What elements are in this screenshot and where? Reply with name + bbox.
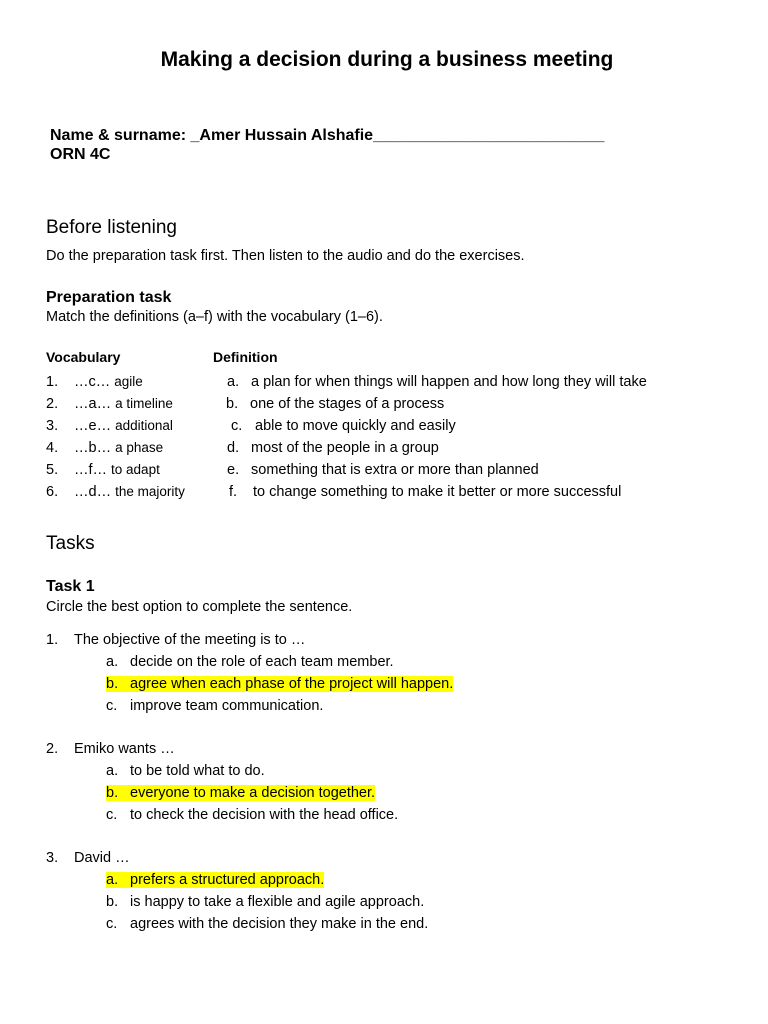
preparation-task-instruction: Match the definitions (a–f) with the vocabulary (1–6). (46, 309, 383, 325)
answer-option[interactable] (106, 763, 265, 779)
option-letter: a. (106, 872, 119, 888)
vocabulary-item (46, 374, 143, 390)
question-text: The objective of the meeting is to … (74, 632, 306, 648)
option-letter: b. (106, 676, 119, 692)
answer-option[interactable] (106, 698, 323, 714)
definition-text: a plan for when things will happen and how long they will take (251, 374, 647, 390)
vocabulary-answer: …c… (74, 374, 111, 390)
vocabulary-item (46, 440, 163, 456)
question-stem (46, 741, 175, 757)
task1-heading: Task 1 (46, 578, 95, 595)
option-letter: c. (106, 916, 118, 932)
vocabulary-answer: …f… (74, 462, 108, 478)
answer-option[interactable] (106, 894, 424, 910)
answer-option-highlighted[interactable] (106, 676, 453, 692)
question-stem (46, 850, 130, 866)
option-letter: b. (106, 785, 119, 801)
question-text: David … (74, 850, 130, 866)
definition-column-header: Definition (213, 349, 278, 365)
preparation-task-heading: Preparation task (46, 289, 172, 306)
vocabulary-column-header: Vocabulary (46, 349, 121, 365)
class-line: ORN 4C (50, 146, 111, 163)
question-number: 3. (46, 850, 59, 866)
vocabulary-answer: …b… (74, 440, 112, 456)
vocabulary-word: to adapt (111, 462, 160, 477)
vocabulary-answer: …e… (74, 418, 112, 434)
definition-letter: f. (229, 484, 238, 500)
answer-option-highlighted[interactable] (106, 872, 324, 888)
vocabulary-word: a phase (115, 440, 164, 455)
definition-text: one of the stages of a process (250, 396, 445, 412)
option-letter: c. (106, 698, 118, 714)
option-text: everyone to make a decision together. (130, 785, 376, 801)
task1-instruction: Circle the best option to complete the sentence. (46, 599, 353, 615)
definition-letter: b. (226, 396, 239, 412)
name-line: Name & surname: _Amer Hussain Alshafie__________________________ (50, 127, 605, 144)
vocabulary-word: additional (115, 418, 173, 433)
before-listening-heading: Before listening (46, 217, 177, 238)
answer-option[interactable] (106, 654, 394, 670)
question-number: 1. (46, 632, 59, 648)
definition-item (227, 374, 647, 390)
before-listening-instruction: Do the preparation task first. Then listen to the audio and do the exercises. (46, 248, 525, 264)
option-text: is happy to take a flexible and agile approach. (130, 894, 425, 910)
vocabulary-number: 2. (46, 396, 59, 412)
definition-item (229, 484, 621, 500)
option-text: decide on the role of each team member. (130, 654, 394, 670)
definition-letter: c. (231, 418, 243, 434)
option-text: to be told what to do. (130, 763, 265, 779)
vocabulary-number: 4. (46, 440, 59, 456)
definition-text: most of the people in a group (251, 440, 439, 456)
option-text: improve team communication. (130, 698, 324, 714)
definition-item (227, 440, 439, 456)
option-letter: b. (106, 894, 119, 910)
vocabulary-word: a timeline (115, 396, 173, 411)
definition-item (227, 462, 539, 478)
answer-option[interactable] (106, 916, 428, 932)
vocabulary-number: 3. (46, 418, 59, 434)
vocabulary-word: agile (114, 374, 143, 389)
vocabulary-number: 5. (46, 462, 59, 478)
vocabulary-word: the majority (115, 484, 185, 499)
vocabulary-item (46, 484, 185, 500)
vocabulary-item (46, 396, 173, 412)
option-text: agree when each phase of the project will happen. (130, 676, 454, 692)
vocabulary-item (46, 418, 173, 434)
definition-text: able to move quickly and easily (255, 418, 456, 434)
option-text: agrees with the decision they make in the end. (130, 916, 429, 932)
definition-text: to change something to make it better or more successful (253, 484, 622, 500)
definition-letter: a. (227, 374, 240, 390)
vocabulary-number: 6. (46, 484, 59, 500)
tasks-heading: Tasks (46, 533, 95, 554)
definition-text: something that is extra or more than planned (251, 462, 539, 478)
answer-option-highlighted[interactable] (106, 785, 375, 801)
question-text: Emiko wants … (74, 741, 175, 757)
option-text: to check the decision with the head office. (130, 807, 399, 823)
question-number: 2. (46, 741, 59, 757)
definition-letter: d. (227, 440, 240, 456)
definition-letter: e. (227, 462, 240, 478)
definition-item (231, 418, 456, 434)
vocabulary-item (46, 462, 160, 478)
option-text: prefers a structured approach. (130, 872, 325, 888)
definition-item (226, 396, 444, 412)
page-title: Making a decision during a business meeting (160, 48, 614, 71)
answer-option[interactable] (106, 807, 398, 823)
question-stem (46, 632, 305, 648)
option-letter: c. (106, 807, 118, 823)
vocabulary-answer: …d… (74, 484, 112, 500)
vocabulary-answer: …a… (74, 396, 112, 412)
vocabulary-number: 1. (46, 374, 59, 390)
option-letter: a. (106, 763, 119, 779)
option-letter: a. (106, 654, 119, 670)
